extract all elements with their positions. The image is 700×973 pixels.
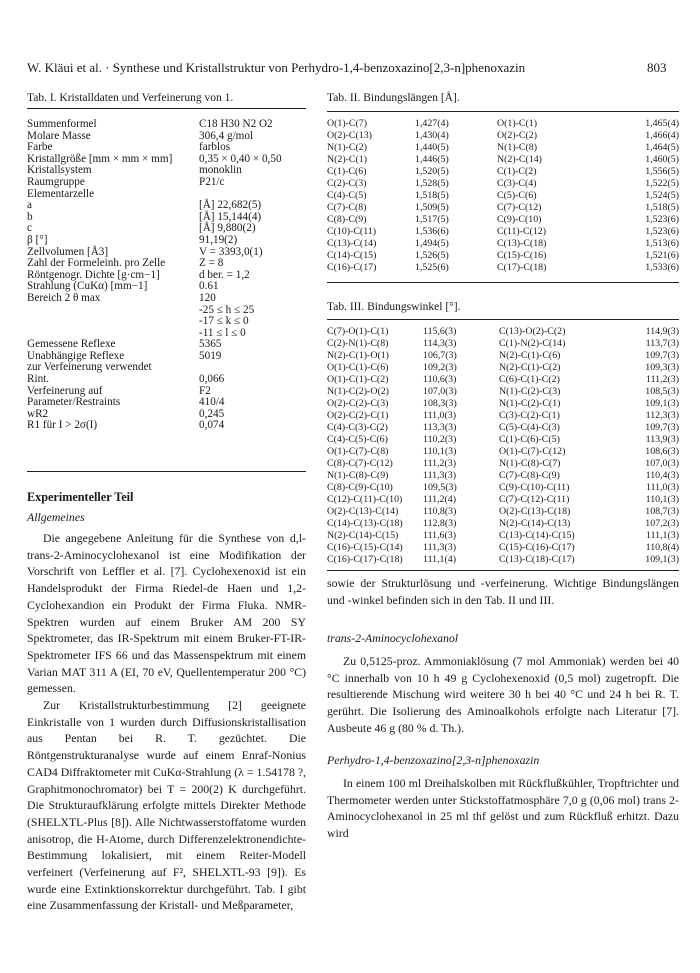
table-cell: 5365 <box>199 338 222 351</box>
left-body <box>27 530 306 914</box>
table-cell: F2 <box>199 384 211 397</box>
table-row <box>27 235 282 247</box>
table-cell: d ber. = 1,2 <box>199 268 250 281</box>
table-row <box>27 223 282 235</box>
table-cell: 113,7(3) <box>645 338 679 349</box>
table-row <box>327 142 679 154</box>
table-cell: -25 ≤ h ≤ 25 <box>199 303 255 316</box>
table-cell: O(2)-C(13)-C(14) <box>327 506 399 517</box>
table-row <box>327 482 679 494</box>
table-cell: 110,1(3) <box>423 446 457 457</box>
table-cell: 0,066 <box>199 373 225 386</box>
table-cell: Zahl der Formeleinh. pro Zelle <box>27 257 166 270</box>
table-cell: O(1)-C(7)-C(8) <box>327 446 389 457</box>
table3-top-rule <box>327 319 679 320</box>
table-cell: O(2)-C(2) <box>497 130 538 141</box>
table-cell: C(14)-C(15) <box>327 250 377 261</box>
table-cell: C(7)-O(1)-C(1) <box>327 326 389 337</box>
paragraph: Die angegebene Anleitung für die Synthese von d,l-trans-2-Aminocyclohexanol ist eine Modifikation der Vorschrift von Leffler et al. [7]. Cyclohexenoxid ist ein Handelsprodukt der Firma Riedel-de Haen und 1,2-Cyclohexandion ein Produkt der Firma Fluka. NMR-Spektren wurden auf einem Bruker AM 200 SY Spektrometer, das IR-Spektrum mit einem Bruker-FT-IR-Spektrometer IFS 66 und das Massenspektrum mit einem Varian MAT 311 A (EI, 70 eV, Quellentemperatur 200 °C) gemessen. <box>27 531 306 696</box>
table-cell: C(5)-C(4)-C(3) <box>499 422 560 433</box>
table-cell: N(2)-C(1)-C(6) <box>499 350 561 361</box>
table-cell: C(15)-C(16) <box>497 250 547 261</box>
table-cell: 108,7(3) <box>645 506 679 517</box>
table-cell: β [°] <box>27 233 48 246</box>
table-cell: zur Verfeinerung verwendet <box>27 361 152 374</box>
table-cell: C(8)-C(7)-C(12) <box>327 458 393 469</box>
table-cell: 1,460(5) <box>645 154 679 165</box>
table-cell: 1,466(4) <box>645 130 679 141</box>
table-cell: 109,7(3) <box>645 350 679 361</box>
page-number: 803 <box>647 60 667 75</box>
table1-caption: Tab. I. Kristalldaten und Verfeinerung von 1. <box>27 92 234 104</box>
table-cell: farblos <box>199 141 231 154</box>
table-cell: C18 H30 N2 O2 <box>199 118 273 130</box>
table-cell: 1,430(4) <box>415 130 449 141</box>
table-row <box>27 362 282 374</box>
table-row <box>27 397 282 409</box>
table-row <box>327 250 679 262</box>
table-cell: 109,5(3) <box>423 482 457 493</box>
table-cell: c <box>27 222 32 235</box>
table-cell: 1,533(6) <box>645 262 679 273</box>
table-cell: C(13)-C(14)-C(15) <box>499 530 575 541</box>
right-paragraph-1 <box>327 653 679 737</box>
table-cell <box>27 305 199 317</box>
table-cell: 111,6(3) <box>423 530 456 541</box>
table-cell: 1,521(6) <box>645 250 679 261</box>
table-row <box>327 190 679 202</box>
table-cell: 107,0(3) <box>645 458 679 469</box>
table-cell: C(2)-C(3) <box>327 178 367 189</box>
table-cell: Kristallgröße [mm × mm × mm] <box>27 152 173 165</box>
table-cell: C(1)-C(6)-C(5) <box>499 434 560 445</box>
table-cell: 114,3(3) <box>423 338 457 349</box>
table-row <box>327 178 679 190</box>
table-cell: C(6)-C(1)-C(2) <box>499 374 560 385</box>
table-cell: [Å] 9,880(2) <box>199 222 256 235</box>
table-cell: 111,2(3) <box>646 374 679 385</box>
table-cell: 107,2(3) <box>645 518 679 529</box>
table-cell: C(1)-C(6) <box>327 166 367 177</box>
table-row <box>327 542 679 554</box>
table-cell: C(16)-C(15)-C(14) <box>327 542 403 553</box>
table-cell: C(7)-C(8)-C(9) <box>499 470 560 481</box>
table-cell: O(2)-C(2)-C(1) <box>327 410 389 421</box>
table-row <box>327 262 679 274</box>
table-cell: N(1)-C(8)-C(7) <box>499 458 561 469</box>
table-cell: O(2)-C(13)-C(18) <box>499 506 571 517</box>
table-row <box>327 130 679 142</box>
paragraph: In einem 100 ml Dreihalskolben mit Rückflußkühler, Tropftrichter und Thermometer werden unter Stickstoffatmosphäre 7,0 g (0,06 mol) trans 2-Aminocyclohexanol in 25 ml thf gelöst und zum Rückfluß erhitzt. Dazu wird <box>327 776 679 841</box>
table-cell: 1,518(5) <box>415 190 449 201</box>
table1 <box>27 119 282 432</box>
table-cell: O(1)-C(1) <box>497 118 538 129</box>
right-continuation: sowie der Strukturlösung und -verfeinerung. Wichtige Bindungslängen und -winkel befinden sich in den Tab. II und III. <box>327 576 679 607</box>
table-row <box>327 434 679 446</box>
table-cell: Zellvolumen [Å3] <box>27 245 109 258</box>
table-row <box>327 458 679 470</box>
table-cell: N(1)-C(2) <box>327 142 368 153</box>
table-cell: 120 <box>199 291 216 304</box>
table-cell: 109,1(3) <box>645 554 679 565</box>
table-cell: N(2)-C(14)-C(15) <box>327 530 399 541</box>
table-cell: C(13)-O(2)-C(2) <box>499 326 566 337</box>
subsection-allgemeines: Allgemeines <box>27 510 85 524</box>
table-cell: 108,3(3) <box>423 398 457 409</box>
table-cell: 113,9(3) <box>645 434 679 445</box>
table-row <box>327 350 679 362</box>
table-row <box>327 422 679 434</box>
table-cell: 1,513(6) <box>645 238 679 249</box>
table-cell: 1,465(4) <box>645 118 679 129</box>
table-cell: Gemessene Reflexe <box>27 338 116 351</box>
table-cell: -17 ≤ k ≤ 0 <box>199 315 249 328</box>
table-cell: C(17)-C(18) <box>497 262 547 273</box>
table-row <box>327 398 679 410</box>
table3-caption: Tab. III. Bindungswinkel [°]. <box>327 301 461 313</box>
table-cell: 109,2(3) <box>423 362 457 373</box>
table-cell: 111,0(3) <box>423 410 456 421</box>
table-cell: Kristallsystem <box>27 164 92 177</box>
table-row <box>327 214 679 226</box>
table-cell: Strahlung (CuKα) [mm−1] <box>27 280 148 293</box>
table-cell: C(16)-C(17)-C(18) <box>327 554 403 565</box>
table-cell: C(13)-C(18) <box>497 238 547 249</box>
table-cell: 109,3(3) <box>645 362 679 373</box>
table-cell: 112,3(3) <box>645 410 679 421</box>
table-cell: 1,517(5) <box>415 214 449 225</box>
table-cell <box>27 316 199 328</box>
table-cell: C(15)-C(16)-C(17) <box>499 542 575 553</box>
table-cell: O(1)-C(1)-C(2) <box>327 374 389 385</box>
table-cell: O(1)-C(7)-C(12) <box>499 446 566 457</box>
table-row <box>327 362 679 374</box>
table-row <box>27 119 282 131</box>
table-row <box>327 554 679 566</box>
table-cell: 113,3(3) <box>423 422 457 433</box>
table-row <box>327 238 679 250</box>
table-cell: 1,494(5) <box>415 238 449 249</box>
subsection-aminocyclohexanol: trans-2-Aminocyclohexanol <box>327 631 459 645</box>
table-cell: Summenformel <box>27 118 97 130</box>
table-cell: 111,3(3) <box>423 470 456 481</box>
table-cell: 1,518(5) <box>645 202 679 213</box>
table-cell: Farbe <box>27 141 53 154</box>
table-cell: 5019 <box>199 349 222 362</box>
table-cell: 108,6(3) <box>645 446 679 457</box>
table-cell: C(7)-C(8) <box>327 202 367 213</box>
table-cell: N(1)-C(8) <box>497 142 538 153</box>
table2-bottom-rule <box>327 282 679 283</box>
table-cell: N(1)-C(8)-C(9) <box>327 470 389 481</box>
table-cell: C(10)-C(11) <box>327 226 376 237</box>
table-cell: 410/4 <box>199 396 225 409</box>
table-row <box>27 200 282 212</box>
table-cell: 1,525(6) <box>415 262 449 273</box>
table-row <box>327 202 679 214</box>
table-cell: C(8)-C(9) <box>327 214 367 225</box>
table2 <box>327 118 679 274</box>
table-cell: 111,0(3) <box>646 482 679 493</box>
table-row <box>327 518 679 530</box>
table-cell: 1,464(5) <box>645 142 679 153</box>
table-cell: 115,6(3) <box>423 326 457 337</box>
table-cell: Verfeinerung auf <box>27 384 103 397</box>
table-row <box>27 420 282 432</box>
table2-caption: Tab. II. Bindungslängen [Å]. <box>327 92 460 104</box>
table-cell: C(2)-N(1)-C(8) <box>327 338 389 349</box>
table-cell: 110,8(4) <box>645 542 679 553</box>
table-row <box>27 131 282 143</box>
table-row <box>27 293 282 305</box>
table-cell: C(3)-C(2)-C(1) <box>499 410 560 421</box>
table-cell: 110,4(3) <box>645 470 679 481</box>
table-cell: Parameter/Restraints <box>27 396 121 409</box>
table-cell: 111,3(3) <box>423 542 456 553</box>
table-cell: C(12)-C(11)-C(10) <box>327 494 403 505</box>
table-cell: Bereich 2 θ max <box>27 291 101 304</box>
table-cell: 1,536(6) <box>415 226 449 237</box>
table-cell: 110,2(3) <box>423 434 457 445</box>
table1-bottom-rule <box>27 471 306 472</box>
table-cell: 111,2(4) <box>423 494 456 505</box>
table-cell: 1,556(5) <box>645 166 679 177</box>
table-cell: C(5)-C(6) <box>497 190 537 201</box>
table3-bottom-rule <box>327 570 679 571</box>
table-cell: 1,440(5) <box>415 142 449 153</box>
table-cell: C(1)-N(2)-C(14) <box>499 338 566 349</box>
table-cell: [Å] 22,682(5) <box>199 199 262 212</box>
table-row <box>327 506 679 518</box>
table-cell: C(4)-C(5)-C(6) <box>327 434 388 445</box>
table-cell: monoklin <box>199 164 242 177</box>
table-row <box>27 258 282 270</box>
table-cell: C(13)-C(18)-C(17) <box>499 554 575 565</box>
running-header: W. Kläui et al. · Synthese und Kristallstruktur von Perhydro-1,4-benzoxazino[2,3-n]phenoxazin <box>27 60 526 75</box>
table-cell: P21/c <box>199 175 225 188</box>
table-row <box>327 154 679 166</box>
table-cell: 107,0(3) <box>423 386 457 397</box>
table-cell: Röntgenogr. Dichte [g·cm−1] <box>27 268 160 281</box>
table-row <box>27 316 282 328</box>
table-cell: C(14)-C(13)-C(18) <box>327 518 403 529</box>
table-cell: 108,5(3) <box>645 386 679 397</box>
table-cell: 1,427(4) <box>415 118 449 129</box>
table-row <box>27 374 282 386</box>
table2-top-rule <box>327 111 679 112</box>
table-row <box>27 177 282 189</box>
table-cell: Z = 8 <box>199 257 224 270</box>
table-cell: C(8)-C(9)-C(10) <box>327 482 393 493</box>
table-cell: 111,1(4) <box>423 554 456 565</box>
table-cell: Rint. <box>27 373 50 386</box>
table-cell: R1 für I > 2σ(I) <box>27 419 98 432</box>
table-cell: 109,1(3) <box>645 398 679 409</box>
table-cell: 1,526(5) <box>415 250 449 261</box>
table-cell: 1,509(5) <box>415 202 449 213</box>
table-cell: N(2)-C(1)-C(2) <box>499 362 561 373</box>
table-cell: 0.61 <box>199 280 219 293</box>
table-row <box>327 338 679 350</box>
table-cell: 0,074 <box>199 419 225 432</box>
table-cell: C(1)-C(2) <box>497 166 537 177</box>
subsection-phenoxazin: Perhydro-1,4-benzoxazino[2,3-n]phenoxazin <box>327 753 540 767</box>
table-cell: 111,1(3) <box>646 530 679 541</box>
table-cell: 91,19(2) <box>199 233 238 246</box>
table-cell: 109,7(3) <box>645 422 679 433</box>
table-cell: 110,8(3) <box>423 506 457 517</box>
section-title: Experimenteller Teil <box>27 490 134 504</box>
table-cell: C(7)-C(12)-C(11) <box>499 494 570 505</box>
table-cell: 1,523(6) <box>645 226 679 237</box>
table-cell: N(2)-C(1) <box>327 154 368 165</box>
table-cell: O(1)-C(7) <box>327 118 368 129</box>
table-row <box>327 410 679 422</box>
table-cell: 0,245 <box>199 407 225 420</box>
table-cell: C(4)-C(3)-C(2) <box>327 422 388 433</box>
table-row <box>327 326 679 338</box>
right-paragraph-2 <box>327 775 679 842</box>
table-cell: 1,520(5) <box>415 166 449 177</box>
table-row <box>327 494 679 506</box>
table-cell: Elementarzelle <box>27 187 95 200</box>
table-cell: C(9)-C(10) <box>497 214 542 225</box>
table-cell: 0,35 × 0,40 × 0,50 <box>199 152 282 165</box>
table-cell: 110,1(3) <box>645 494 679 505</box>
table-row <box>327 118 679 130</box>
table-cell: Raumgruppe <box>27 175 85 188</box>
table-cell: 114,9(3) <box>645 326 679 337</box>
table-cell: Molare Masse <box>27 129 91 142</box>
table-row <box>327 530 679 542</box>
table-cell: 1,524(5) <box>645 190 679 201</box>
table-row <box>327 374 679 386</box>
table-cell: N(2)-C(1)-O(1) <box>327 350 389 361</box>
table-cell: Unabhängige Reflexe <box>27 349 125 362</box>
table-cell: N(1)-C(2)-C(1) <box>499 398 561 409</box>
paragraph: Zur Kristallstrukturbestimmung [2] geeignete Einkristalle von 1 wurden durch Diffusionskristallisation aus Pentan bei R. T. gezüchtet. Die Röntgenstrukturanalyse wurde auf einem Enraf-Nonius CAD4 Diffraktometer mit CuKα-Strahlung (λ = 1.54178 ?, Graphitmonochromator) bei T = 200(2) K durchgeführt. Die Strukturaufklärung erfolgte mittels Direkter Methode (SHELXTL-Plus [8]). Alle Nichtwasserstoffatome wurden anisotrop, die H-Atome, durch Differenzelektronendichte-Bestimmung lokalisiert, mit einem Reiter-Modell verfeinert (Verfeinerung auf F², SHELXTL-93 [9]). Es wurde eine Extinktionskorrektur durchgeführt. Tab. I gibt eine Zusammenfassung der Kristall- und Meßparameter, <box>27 698 306 913</box>
table-cell: O(2)-C(13) <box>327 130 372 141</box>
table-cell: C(13)-C(14) <box>327 238 377 249</box>
table-cell: C(4)-C(5) <box>327 190 367 201</box>
table-cell: O(1)-C(1)-C(6) <box>327 362 389 373</box>
table-cell: N(2)-C(14) <box>497 154 542 165</box>
table-cell: C(16)-C(17) <box>327 262 377 273</box>
table-cell: 111,2(3) <box>423 458 456 469</box>
table-cell: a <box>27 199 32 212</box>
table-cell: 112,8(3) <box>423 518 457 529</box>
table-cell: C(3)-C(4) <box>497 178 537 189</box>
table-cell: -11 ≤ l ≤ 0 <box>199 326 246 339</box>
table-cell: N(1)-C(2)-O(2) <box>327 386 389 397</box>
table-cell: V = 3393,0(1) <box>199 245 263 258</box>
table-cell: C(11)-C(12) <box>497 226 546 237</box>
table1-top-rule <box>27 108 306 109</box>
table-row <box>327 470 679 482</box>
table-cell: 306,4 g/mol <box>199 129 254 142</box>
table-row <box>327 226 679 238</box>
table-cell: 110,6(3) <box>423 374 457 385</box>
table-cell: 1,522(5) <box>645 178 679 189</box>
paragraph: Zu 0,5125-proz. Ammoniaklösung (7 mol Ammoniak) werden bei 40 °C innerhalb von 10 h 49 g Cyclohexenoxid (0,5 mol) zugetropft. Die resultierende Mischung wird weitere 30 h bei 40 °C und 24 h bei R. T. gerührt. Die Isolierung des Aminoalkohols erfolgte nach Literatur [7]. Ausbeute 46 g (80 % d. Th.). <box>327 654 679 735</box>
table3 <box>327 326 679 566</box>
table-cell: [Å] 15,144(4) <box>199 210 262 223</box>
table-cell: wR2 <box>27 407 49 420</box>
table-row <box>327 166 679 178</box>
table-cell: 1,523(6) <box>645 214 679 225</box>
table-row <box>327 446 679 458</box>
table-cell: 1,528(5) <box>415 178 449 189</box>
table-cell: O(2)-C(2)-C(3) <box>327 398 389 409</box>
table-cell: 106,7(3) <box>423 350 457 361</box>
table-cell: b <box>27 210 33 223</box>
table-cell: N(1)-C(2)-C(3) <box>499 386 561 397</box>
table-cell: C(9)-C(10)-C(11) <box>499 482 570 493</box>
table-cell: C(7)-C(12) <box>497 202 542 213</box>
table-cell: 1,446(5) <box>415 154 449 165</box>
table-row <box>327 386 679 398</box>
table-cell: N(2)-C(14)-C(13) <box>499 518 571 529</box>
